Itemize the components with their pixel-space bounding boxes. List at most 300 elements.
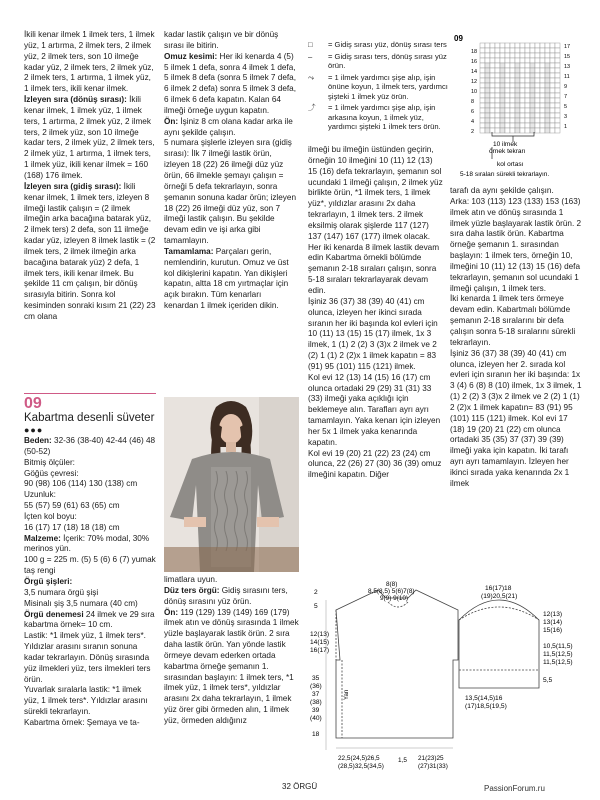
chart-cell [550, 98, 555, 103]
paragraph [24, 501, 156, 512]
sleeve-dimension: 15(16) [543, 627, 563, 634]
chart-cell [510, 58, 515, 63]
chart-cell [520, 103, 525, 108]
chart-cell [530, 78, 535, 83]
chart-cell [515, 63, 520, 68]
chart-cell [480, 128, 485, 133]
chart-cell [495, 128, 500, 133]
paragraph-text: 5 numara şişlerle izleyen sıra (gidiş sırası): İlk 7 ilmeği lastik örün, izleyen 18 (22) 26 ilmeği düz yüz örün, 66 ilmekle şemayı çalışın = örneği 5 defa tekrarlayın, sonra şemanın sonuna kadar örün; izleyen 18 (22) 26 ilmeği düz yüz, son 7 ilmeği lastik çalışın. Bu şekilde devam edin ve işi arka gibi tamamlayın. [164, 138, 296, 246]
chart-cell [530, 113, 535, 118]
paragraph-text: Misinalı şiş 3,5 numara (40 cm) [24, 598, 138, 608]
page-footer: 32 ÖRGÜ [282, 782, 318, 791]
chart-cell [535, 53, 540, 58]
chart-row-number: 16 [471, 59, 478, 65]
chart-cell [545, 78, 550, 83]
chart-cell [545, 53, 550, 58]
chart-cell [550, 58, 555, 63]
chart-cell [515, 98, 520, 103]
chart-cell [515, 78, 520, 83]
width-dimension: 22,5(24,5)26,5 [338, 755, 380, 762]
chart-cell [530, 88, 535, 93]
paragraph [24, 685, 156, 718]
chart-cell [515, 128, 520, 133]
chart-cell [485, 93, 490, 98]
chart-cell [510, 98, 515, 103]
chart-cell [515, 68, 520, 73]
chart-cell [495, 78, 500, 83]
paragraph-label: İzleyen sıra (gidiş sırası): [24, 181, 122, 191]
chart-cell [555, 43, 560, 48]
chart-cell [530, 118, 535, 123]
chart-row-number: 9 [564, 84, 568, 90]
chart-cell [540, 48, 545, 53]
chart-cell [505, 43, 510, 48]
chart-cell [480, 58, 485, 63]
chart-row-number: 10 [471, 89, 478, 95]
chart-cell [515, 113, 520, 118]
chart-cell [490, 58, 495, 63]
sleeve-schematic [455, 580, 595, 780]
chart-cell [540, 118, 545, 123]
chart-cell [545, 43, 550, 48]
chart-cell [520, 43, 525, 48]
chart-cell [530, 93, 535, 98]
chart-cell [510, 123, 515, 128]
chart-cell [535, 103, 540, 108]
chart-cell [480, 108, 485, 113]
chart-cell [485, 73, 490, 78]
paragraph-text: 119 (129) 139 (149) 169 (179) ilmek atın ve dönüş sırasında 1 ilmek yüzle başlayarak lastik örün. 2 sıra daha lastik örün. Yan yönde lastik örmeye devam ederken ortada kabartma örneğe şemanın 1. sırasından başlayın: 1 ilmek ters, *1 ilmek yüz, 1 ilmek ters*, yıldızlar arasını 2x daha tekrarlayın, 1 ilmek yüz örer gibi örmeden alın, 1 ilmek yüz, örmeden aldığınız [164, 607, 299, 725]
legend-text: = Gidiş sırası yüz, dönüş sırası ters [328, 40, 447, 49]
chart-row-number: 14 [471, 69, 478, 75]
chart-cell [555, 73, 560, 78]
chart-cell [500, 93, 505, 98]
chart-cell [495, 113, 500, 118]
chart-cell [480, 103, 485, 108]
side-label: Yan [344, 689, 350, 700]
sleeve-dimension: 16(17)18 [485, 585, 512, 592]
chart-row-number: 5 [564, 104, 568, 110]
chart-cell [490, 118, 495, 123]
column-1-top [24, 30, 156, 323]
chart-cell [515, 58, 520, 63]
chart-cell [480, 43, 485, 48]
paragraph [164, 608, 304, 727]
paragraph-label: Tamamlama: [164, 246, 214, 256]
chart-cell [510, 128, 515, 133]
chart-cell [505, 53, 510, 58]
chart-cell [515, 73, 520, 78]
chart-cell [485, 83, 490, 88]
chart-cell [540, 73, 545, 78]
paragraph [24, 182, 156, 323]
paragraph: İkili kenar ilmek 1 ilmek ters, 1 ilmek yüz, 1 artırma, 2 ilmek ters, 2 ilmek yüz, 2 ilmek ters, son 10 ilmeğe kadar yüz, 2 ilmek ters, 2 ilmek yüz, 2 ilmek ters, 1 artırma, 1 ilmek yüz, 1 ilmek ters, ikili kenar ilmek. [24, 30, 155, 94]
chart-cell [540, 108, 545, 113]
dimension-label: 35 [312, 675, 320, 682]
chart-cell [490, 73, 495, 78]
width-dimension: 1,5 [398, 757, 407, 764]
chart-cell [480, 113, 485, 118]
chart-cell [490, 48, 495, 53]
chart-cell [540, 63, 545, 68]
chart-cell [500, 58, 505, 63]
chart-caption-center: kol ortası [497, 161, 524, 168]
chart-cell [505, 93, 510, 98]
body-outline [336, 590, 458, 738]
chart-cell [540, 53, 545, 58]
chart-cell [535, 68, 540, 73]
chart-cell [535, 78, 540, 83]
chart-cell [505, 108, 510, 113]
chart-cell [480, 68, 485, 73]
chart-cell [545, 103, 550, 108]
chart-cell [520, 68, 525, 73]
chart-cell [510, 53, 515, 58]
chart-row-number: 17 [564, 44, 571, 50]
chart-cell [530, 123, 535, 128]
chart-cell [545, 63, 550, 68]
paragraph-label: Düz ters örgü: [164, 585, 220, 595]
chart-cell [500, 118, 505, 123]
chart-cell [535, 73, 540, 78]
chart-cell [550, 53, 555, 58]
paragraph-text: Gidiş sırasını ters, dönüş sırasını yüz örün. [164, 585, 288, 606]
chart-cell [495, 83, 500, 88]
chart-cell [550, 43, 555, 48]
chart-cell [490, 103, 495, 108]
chart-cell [505, 98, 510, 103]
chart-caption-repeat-rows: 5-18 sıraları sürekli tekrarlayın. [460, 171, 550, 178]
chart-cell [550, 103, 555, 108]
chart-cell [555, 78, 560, 83]
chart-cell [525, 78, 530, 83]
chart-cell [505, 48, 510, 53]
photo-illustration [164, 397, 299, 572]
paragraph-text: Göğüs çevresi: [24, 468, 79, 478]
chart-cell [515, 123, 520, 128]
chart-cell [515, 103, 520, 108]
chart-cell [540, 58, 545, 63]
chart-cell [510, 88, 515, 93]
paragraph-text: 100 g = 225 m. (5) 5 (6) 6 (7) yumak taş rengi [24, 555, 156, 576]
paragraph-text: Uzunluk: [24, 490, 56, 500]
paragraph: Kol evi 19 (20) 21 (22) 23 (24) cm olunca, 22 (26) 27 (30) 36 (39) omuz ilmeğini kapatın. Diğer [308, 448, 442, 480]
chart-cell [500, 108, 505, 113]
chart-cell [485, 68, 490, 73]
dimension-label: (40) [310, 715, 322, 722]
chart-cell [495, 88, 500, 93]
sleeve-dimension: 10,5(11,5) [543, 643, 573, 650]
chart-cell [545, 48, 550, 53]
chart-cell [535, 63, 540, 68]
chart-cell [485, 63, 490, 68]
paragraph [24, 577, 156, 588]
chart-cell [480, 123, 485, 128]
chart-cell [555, 123, 560, 128]
sleeve-dimension: (19)20,5(21) [481, 593, 518, 600]
paragraph [24, 610, 156, 632]
chart-cell [495, 93, 500, 98]
paragraph [164, 575, 304, 586]
chart-cell [510, 103, 515, 108]
chart-cell [540, 68, 545, 73]
chart-row-number: 15 [564, 54, 571, 60]
paragraph-text: İçerik: 70% modal, 30% merinos yün. [24, 533, 150, 554]
chart-cell [545, 73, 550, 78]
chart-cell [500, 48, 505, 53]
paragraph-text: kadar lastik çalışın ve bir dönüş sırası ile bitirin. [164, 30, 279, 50]
chart-cell [525, 108, 530, 113]
chart-row-number: 7 [564, 94, 568, 100]
chart-cell [555, 68, 560, 73]
dimension-label: 12(13) [310, 631, 330, 638]
legend-text: = 1 ilmek yardımcı şişe alıp, işin arkasına koyun, 1 ilmek yüz, yardımcı şişteki 1 ilmek ters örün. [328, 103, 441, 131]
paragraph [164, 586, 304, 608]
chart-cell [480, 98, 485, 103]
chart-cell [530, 98, 535, 103]
dimension-label: 37 [312, 691, 320, 698]
chart-cell [535, 123, 540, 128]
chart-cell [500, 63, 505, 68]
chart-cell [530, 53, 535, 58]
chart-cell [490, 93, 495, 98]
chart-cell [530, 68, 535, 73]
stitch-symbol-icon: – [308, 51, 313, 61]
paragraph [24, 469, 156, 480]
chart-cell [550, 88, 555, 93]
chart-cell [530, 63, 535, 68]
chart-cell [515, 48, 520, 53]
chart-cell [480, 73, 485, 78]
chart-cell [555, 58, 560, 63]
chart-cell [520, 88, 525, 93]
chart-cell [480, 83, 485, 88]
chart-cell [495, 118, 500, 123]
chart-cell [490, 123, 495, 128]
chart-cell [485, 58, 490, 63]
chart-cell [550, 78, 555, 83]
symbol-legend [308, 40, 448, 134]
paragraph [24, 95, 156, 182]
chart-cell [550, 113, 555, 118]
chart-cell [535, 88, 540, 93]
chart-cell [540, 88, 545, 93]
sleeve-dimension: 12(13) [543, 611, 563, 618]
chart-cell [500, 53, 505, 58]
chart-row-number: 13 [564, 64, 571, 70]
chart-cell [520, 83, 525, 88]
chart-cell [550, 123, 555, 128]
column-3 [308, 145, 443, 481]
chart-cell [555, 108, 560, 113]
chart-cell [490, 88, 495, 93]
chart-cell [520, 63, 525, 68]
paragraph-text: 24 ilmek ve 29 sıra kabartma örnek= 10 cm. [24, 609, 155, 630]
paragraph-text: Kabartma örnek: Şemaya ve ta- [24, 717, 140, 727]
paragraph [24, 479, 156, 490]
chart-cell [485, 48, 490, 53]
chart-caption-repeat: 10 ilmek örnek tekrarı [489, 141, 526, 155]
paragraph [24, 534, 156, 556]
chart-cell [505, 58, 510, 63]
chart-cell [525, 68, 530, 73]
chart-cell [520, 113, 525, 118]
chart-cell [540, 43, 545, 48]
paragraph-text: 55 (57) 59 (61) 63 (65) cm [24, 501, 120, 511]
chart-cell [550, 48, 555, 53]
paragraph [24, 523, 156, 534]
chart-row-number: 8 [471, 99, 475, 105]
dimension-label: (38) [310, 699, 322, 706]
paragraph [24, 631, 156, 685]
paragraph [24, 458, 156, 469]
paragraph-label: Ön: [164, 607, 179, 617]
legend-row [308, 103, 448, 132]
chart-row-number: 1 [564, 124, 568, 130]
chart-cell [510, 113, 515, 118]
chart-cell [480, 53, 485, 58]
paragraph-text: limatlara uyun. [164, 575, 218, 584]
chart-cell [495, 48, 500, 53]
chart-cell [540, 93, 545, 98]
chart-cell [510, 93, 515, 98]
chart-cell [530, 83, 535, 88]
chart-cell [555, 53, 560, 58]
chart-cell [540, 123, 545, 128]
chart-cell [485, 118, 490, 123]
shoulder-dimension: 8,5(8,5) 5(6)7(8) [368, 588, 415, 595]
shoulder-dimension: 9(9) 9(10) [380, 595, 409, 602]
chart-cell [545, 123, 550, 128]
difficulty-rating: ●●● [24, 425, 44, 435]
chart-cell [525, 103, 530, 108]
chart-cell [480, 88, 485, 93]
legend-row [308, 73, 448, 102]
paragraph [164, 52, 296, 117]
paragraph-text: 16 (17) 17 (18) 18 (18) cm [24, 522, 120, 532]
chart-cell [505, 88, 510, 93]
chart-cell [555, 83, 560, 88]
chart-cell [505, 128, 510, 133]
dimension-label: 5 [314, 603, 318, 610]
paragraph [164, 117, 296, 139]
sleeve-dimension: 13,5(14,5)16 [465, 695, 503, 702]
chart-cell [510, 78, 515, 83]
chart-cell [545, 128, 550, 133]
legend-row [308, 40, 448, 50]
chart-grid-cells [480, 43, 560, 133]
paragraph-text: Lastik: *1 ilmek yüz, 1 ilmek ters*. Yıldızlar arasını sıranın sonuna kadar tekrarlayın. Dönüş sırasında yüz ilmekleri yüz, ters ilmekleri ters örün. [24, 631, 151, 684]
chart-cell [505, 123, 510, 128]
paragraph-label: Omuz kesimi: [164, 51, 218, 61]
legend-text: = 1 ilmek yardımcı şişe alıp, işin önüne koyun, 1 ilmek ters, yardımcı şişteki 1 ilmek yüz örün. [328, 72, 448, 101]
chart-cell [485, 53, 490, 58]
chart-cell [505, 103, 510, 108]
chart-cell [495, 108, 500, 113]
paragraph-label: Örgü denemesi [24, 609, 84, 619]
legend-row [308, 52, 448, 71]
chart-row-number: 11 [564, 74, 570, 80]
chart-cell [525, 48, 530, 53]
chart-cell [495, 43, 500, 48]
paragraph-text: İşiniz 8 cm olana kadar arka ile aynı şekilde çalışın. [164, 116, 293, 137]
section-number: 09 [24, 393, 156, 413]
chart-cell [500, 123, 505, 128]
chart-cell [515, 108, 520, 113]
chart-cell [535, 118, 540, 123]
paragraph [164, 138, 296, 246]
dimension-label: 39 [312, 707, 320, 714]
paragraph [24, 588, 156, 599]
paragraph [164, 247, 296, 312]
paragraph-text: İçten kol boyu: [24, 511, 77, 521]
chart-cell [510, 83, 515, 88]
chart-cell [550, 93, 555, 98]
chart-cell [485, 88, 490, 93]
paragraph: ilmeği bu ilmeğin üstünden geçirin, örneğin 10 ilmeğini 10 (11) 12 (13) 15 (16) defa tekrarlayın, şemanın sol ucundaki 1 ilmeği çalışın, 2 ilmek yüz birlikte örün, *1 ilmek ters, 1 ilmek yüz*, yıldızlar arasını 2x daha tekrarlayın, 1 ilmek ters. 2 ilmek eksilmiş olarak şişlerde 117 (127) 137 (147) 167 (177) ilmek olacak. [308, 145, 443, 241]
chart-cell [540, 98, 545, 103]
chart-cell [495, 58, 500, 63]
paragraph-label: İzleyen sıra (dönüş sırası): [24, 95, 127, 105]
chart-cell [515, 93, 520, 98]
chart-row-number: 6 [471, 109, 475, 115]
chart-cell [555, 103, 560, 108]
chart-cell [490, 68, 495, 73]
chart-cell [485, 113, 490, 118]
stitch-symbol-icon: ⤴ [308, 103, 316, 112]
paragraph-label: Örgü şişleri: [24, 576, 73, 586]
chart-cell [525, 88, 530, 93]
chart-cell [525, 113, 530, 118]
paragraph: Arka: 103 (113) 123 (133) 153 (163) ilmek atın ve dönüş sırasında 1 ilmek yüzle başlayarak lastik örün. 2 sıra daha lastik örün. Kabartma örneğe şemanın 1. sırasından başlayın: 1 ilmek ters, örneğin 10, ilmeğini 10 (11) 12 (13) 15 (16) defa tekrarlayın, şemanın sol ucundaki 1 ilmeği çalışın, 1 ilmek ters. [450, 196, 582, 293]
chart-cell [500, 83, 505, 88]
chart-cell [515, 83, 520, 88]
chart-cell [500, 78, 505, 83]
chart-cell [485, 78, 490, 83]
chart-cell [490, 98, 495, 103]
chart-cell [535, 98, 540, 103]
paragraph [24, 718, 156, 729]
chart-cell [550, 73, 555, 78]
chart-cell [535, 128, 540, 133]
chart-cell [545, 118, 550, 123]
chart-cell [485, 108, 490, 113]
chart-cell [520, 123, 525, 128]
chart-cell [495, 63, 500, 68]
chart-cell [485, 98, 490, 103]
chart-cell [525, 43, 530, 48]
paragraph-text: Parçaları gerin, nemlendirin, kurutun. Omuz ve üst kol dikişlerini kapatın. Yan dikişleri kapatın, altta 18 cm yırtmaçlar için açık bırakın. Tüm kenarları kenardan 1 ilmek içeriden dikin. [164, 246, 289, 311]
chart-cell [500, 43, 505, 48]
chart-cell [525, 73, 530, 78]
chart-cell [530, 108, 535, 113]
chart-cell [535, 113, 540, 118]
chart-cell [505, 63, 510, 68]
chart-row-number: 12 [471, 79, 478, 85]
chart-cell [510, 48, 515, 53]
chart-cell [525, 58, 530, 63]
paragraph-text: Yuvarlak sıralarla lastik: *1 ilmek yüz, 1 ilmek ters*. Yıldızlar arasını sürekli tekrarlayın. [24, 685, 148, 717]
chart-cell [480, 78, 485, 83]
chart-cell [525, 118, 530, 123]
chart-cell [555, 128, 560, 133]
chart-cell [495, 123, 500, 128]
chart-cell [520, 58, 525, 63]
chart-cell [530, 48, 535, 53]
chart-cell [535, 48, 540, 53]
chart-cell [530, 43, 535, 48]
paragraph-text: 32-36 (38-40) 42-44 (46) 48 (50-52) [24, 436, 156, 456]
